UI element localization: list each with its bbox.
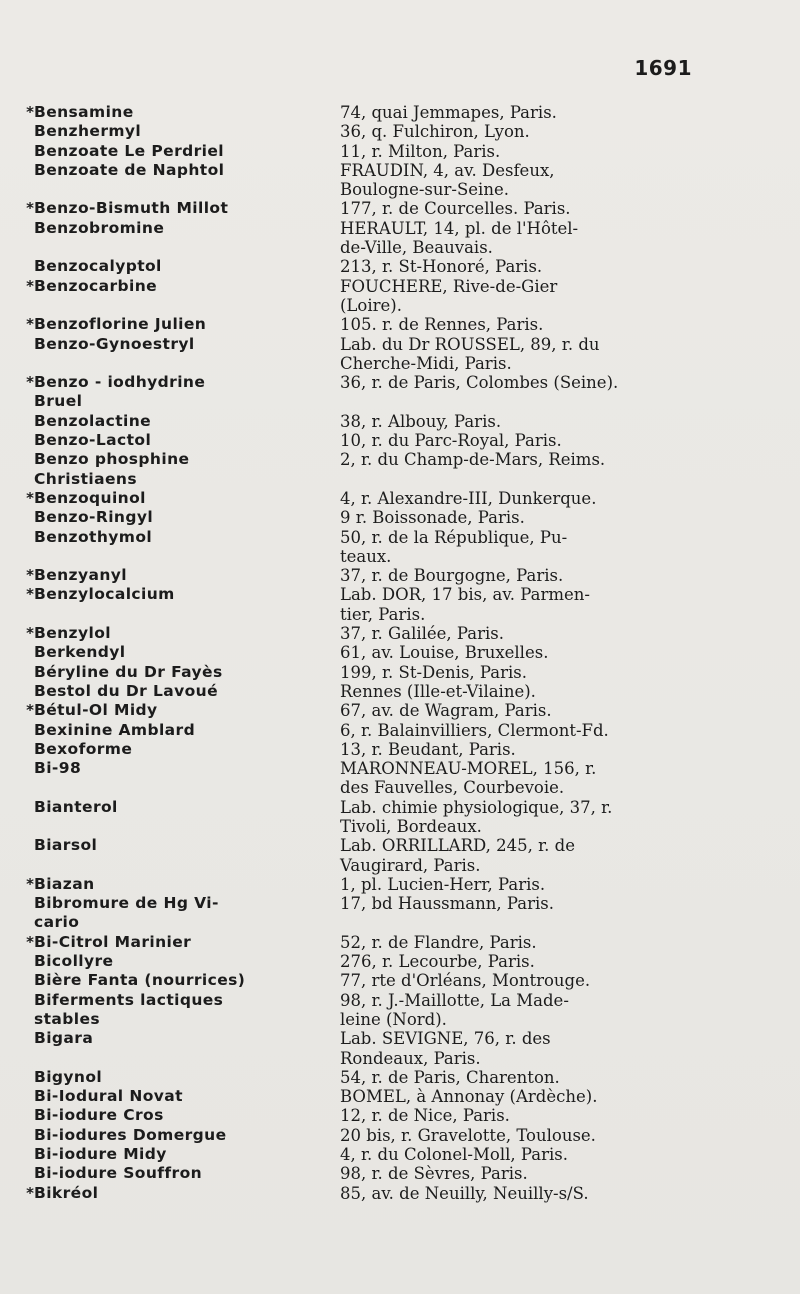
list-item [22, 952, 702, 971]
entry-product-name: Biarsol [34, 836, 98, 855]
list-item [22, 682, 702, 701]
entry-product-name: Bibromure de Hg Vi- cario [34, 894, 219, 932]
entry-address: 36, r. de Paris, Colombes (Seine). [340, 373, 619, 393]
list-item [22, 161, 702, 200]
entry-product-name: Bière Fanta (nourrices) [34, 971, 246, 990]
entry-address: BOMEL, à Annonay (Ardèche). [340, 1087, 598, 1107]
entry-address: 98, r. J.-Maillotte, La Made- leine (Nord). [340, 990, 569, 1029]
list-item [22, 1029, 702, 1068]
list-item [22, 740, 702, 759]
list-item [22, 315, 702, 334]
entry-address: 54, r. de Paris, Charenton. [340, 1067, 560, 1087]
list-item [22, 701, 702, 720]
list-item [22, 1126, 702, 1145]
entry-product-name: Bi-Iodural Novat [34, 1087, 183, 1106]
list-item [22, 566, 702, 585]
list-item [22, 971, 702, 990]
list-item [22, 1087, 702, 1106]
list-item [22, 219, 702, 258]
entry-product-name: Benzocarbine [34, 276, 158, 295]
list-item [22, 894, 702, 933]
entry-product-name: Benzolactine [34, 411, 152, 430]
entry-product-name: Benzo-Gynoestryl [34, 334, 195, 353]
entry-address: Lab. SEVIGNE, 76, r. des Rondeaux, Paris. [340, 1029, 551, 1068]
entry-address: FRAUDIN, 4, av. Desfeux, Boulogne-sur-Seine. [340, 160, 555, 200]
entry-product-name: Bikréol [34, 1183, 99, 1202]
entry-address: 11, r. Milton, Paris. [340, 141, 501, 161]
entry-address: 67, av. de Wagram, Paris. [340, 701, 552, 721]
entry-address: 36, q. Fulchiron, Lyon. [340, 122, 530, 142]
entry-address: 10, r. du Parc-Royal, Paris. [340, 431, 562, 451]
entry-address: 38, r. Albouy, Paris. [340, 411, 502, 431]
entry-address: 61, av. Louise, Bruxelles. [340, 643, 549, 663]
entry-product-name: Benzo phosphine Christiaens [34, 450, 190, 488]
entry-address: 1, pl. Lucien-Herr, Paris. [340, 874, 546, 894]
entry-star-marker: * [26, 1183, 34, 1202]
list-item [22, 277, 702, 316]
list-item [22, 991, 702, 1030]
list-item [22, 103, 702, 122]
list-item [22, 1164, 702, 1183]
entry-address: 2, r. du Champ-de-Mars, Reims. [340, 450, 606, 470]
entry-star-marker: * [26, 624, 34, 643]
list-item [22, 431, 702, 450]
entry-product-name: Benzoflorine Julien [34, 315, 207, 334]
entry-product-name: Benzhermyl [34, 122, 142, 141]
entry-address: FOUCHERE, Rive-de-Gier (Loire). [340, 276, 558, 315]
entry-product-name: Benzylocalcium [34, 585, 175, 604]
list-item [22, 257, 702, 276]
entry-address: 276, r. Lecourbe, Paris. [340, 952, 535, 972]
entry-product-name: Bensamine [34, 103, 134, 121]
entry-product-name: Benzyanyl [34, 566, 127, 585]
entry-star-marker: * [26, 373, 34, 392]
directory-entries [22, 103, 702, 1203]
list-item [22, 643, 702, 662]
entry-address: Lab. DOR, 17 bis, av. Parmen- tier, Paris. [340, 585, 590, 624]
entry-address: Rennes (Ille-et-Vilaine). [340, 681, 536, 701]
list-item [22, 836, 702, 875]
entry-address: 4, r. Alexandre-III, Dunkerque. [340, 488, 597, 508]
list-item [22, 798, 702, 837]
entry-product-name: Berkendyl [34, 643, 126, 662]
entry-star-marker: * [26, 103, 34, 121]
entry-product-name: Bianterol [34, 797, 118, 816]
list-item [22, 489, 702, 508]
list-item [22, 335, 702, 374]
entry-product-name: Benzylol [34, 624, 111, 643]
entry-product-name: Bi-98 [34, 759, 82, 778]
entry-address: 6, r. Balainvilliers, Clermont-Fd. [340, 720, 609, 740]
entry-product-name: Benzo-Lactol [34, 431, 152, 450]
entry-product-name: Bi-iodure Midy [34, 1145, 167, 1164]
entry-address: HERAULT, 14, pl. de l'Hôtel- de-Ville, Beauvais. [340, 218, 579, 258]
entry-star-marker: * [26, 874, 34, 893]
entry-product-name: Bexinine Amblard [34, 720, 196, 739]
list-item [22, 1145, 702, 1164]
list-item [22, 624, 702, 643]
entry-address: MARONNEAU-MOREL, 156, r. des Fauvelles, Courbevoie. [340, 759, 597, 798]
entry-star-marker: * [26, 199, 34, 218]
entry-address: 37, r. Galilée, Paris. [340, 624, 504, 644]
entry-star-marker: * [26, 585, 34, 604]
entry-star-marker: * [26, 488, 34, 507]
entry-address: 199, r. St-Denis, Paris. [340, 662, 527, 682]
list-item [22, 759, 702, 798]
entry-product-name: Bétul-Ol Midy [34, 701, 158, 720]
entry-address: 74, quai Jemmapes, Paris. [340, 103, 557, 122]
entry-address: 50, r. de la République, Pu- teaux. [340, 527, 568, 566]
entry-product-name: Bigara [34, 1029, 94, 1048]
entry-product-name: Benzo-Bismuth Millot [34, 199, 229, 218]
entry-product-name: Bi-Citrol Marinier [34, 932, 192, 951]
list-item [22, 528, 702, 567]
entry-product-name: Bi-iodure Cros [34, 1106, 164, 1125]
entry-star-marker: * [26, 276, 34, 295]
entry-address: Lab. chimie physiologique, 37, r. Tivoli, Bordeaux. [340, 797, 613, 836]
list-item [22, 1068, 702, 1087]
entry-address: 177, r. de Courcelles. Paris. [340, 199, 571, 219]
entry-product-name: Bi-iodure Souffron [34, 1164, 203, 1183]
list-item [22, 721, 702, 740]
list-item [22, 875, 702, 894]
list-item [22, 1106, 702, 1125]
entry-star-marker: * [26, 932, 34, 951]
entry-star-marker: * [26, 566, 34, 585]
entry-address: 13, r. Beudant, Paris. [340, 739, 516, 759]
entry-star-marker: * [26, 701, 34, 720]
entry-star-marker: * [26, 315, 34, 334]
entry-address: 85, av. de Neuilly, Neuilly-s/S. [340, 1183, 589, 1203]
entry-address: Lab. du Dr ROUSSEL, 89, r. du Cherche-Midi, Paris. [340, 334, 600, 373]
list-item [22, 933, 702, 952]
entry-product-name: Bestol du Dr Lavoué [34, 681, 218, 700]
entry-product-name: Benzo-Ringyl [34, 508, 154, 527]
entry-address: 4, r. du Colonel-Moll, Paris. [340, 1145, 568, 1165]
list-item [22, 122, 702, 141]
list-item [22, 142, 702, 161]
list-item [22, 663, 702, 682]
entry-product-name: Benzoate de Naphtol [34, 160, 225, 179]
list-item [22, 585, 702, 624]
entry-product-name: Bicollyre [34, 952, 114, 971]
entry-address: 105. r. de Rennes, Paris. [340, 315, 544, 335]
entry-address: 52, r. de Flandre, Paris. [340, 932, 537, 952]
list-item [22, 373, 702, 412]
entry-address: 213, r. St-Honoré, Paris. [340, 257, 543, 277]
entry-product-name: Benzoate Le Perdriel [34, 141, 224, 160]
entry-address: 12, r. de Nice, Paris. [340, 1106, 510, 1126]
entry-product-name: Bexoforme [34, 739, 133, 758]
entry-product-name: Bi-iodures Domergue [34, 1125, 227, 1144]
entry-address: 37, r. de Bourgogne, Paris. [340, 566, 564, 586]
entry-product-name: Biferments lactiques stables [34, 990, 224, 1028]
list-item [22, 412, 702, 431]
entry-product-name: Benzocalyptol [34, 257, 162, 276]
entry-product-name: Béryline du Dr Fayès [34, 662, 223, 681]
list-item [22, 1184, 702, 1203]
entry-product-name: Benzoquinol [34, 488, 146, 507]
list-item [22, 508, 702, 527]
entry-address: 20 bis, r. Gravelotte, Toulouse. [340, 1125, 596, 1145]
entry-address: 98, r. de Sèvres, Paris. [340, 1164, 528, 1184]
list-item [22, 199, 702, 218]
list-item [22, 450, 702, 489]
entry-address: 77, rte d'Orléans, Montrouge. [340, 971, 591, 991]
entry-product-name: Biazan [34, 874, 95, 893]
entry-product-name: Benzobromine [34, 218, 165, 237]
entry-address: 9 r. Boissonade, Paris. [340, 508, 525, 528]
entry-address: Lab. ORRILLARD, 245, r. de Vaugirard, Paris. [340, 836, 575, 875]
page-number: 1691 [634, 56, 692, 80]
entry-product-name: Bigynol [34, 1067, 103, 1086]
entry-address: 17, bd Haussmann, Paris. [340, 894, 554, 914]
entry-product-name: Benzo - iodhydrine Bruel [34, 373, 206, 411]
entry-product-name: Benzothymol [34, 527, 153, 546]
